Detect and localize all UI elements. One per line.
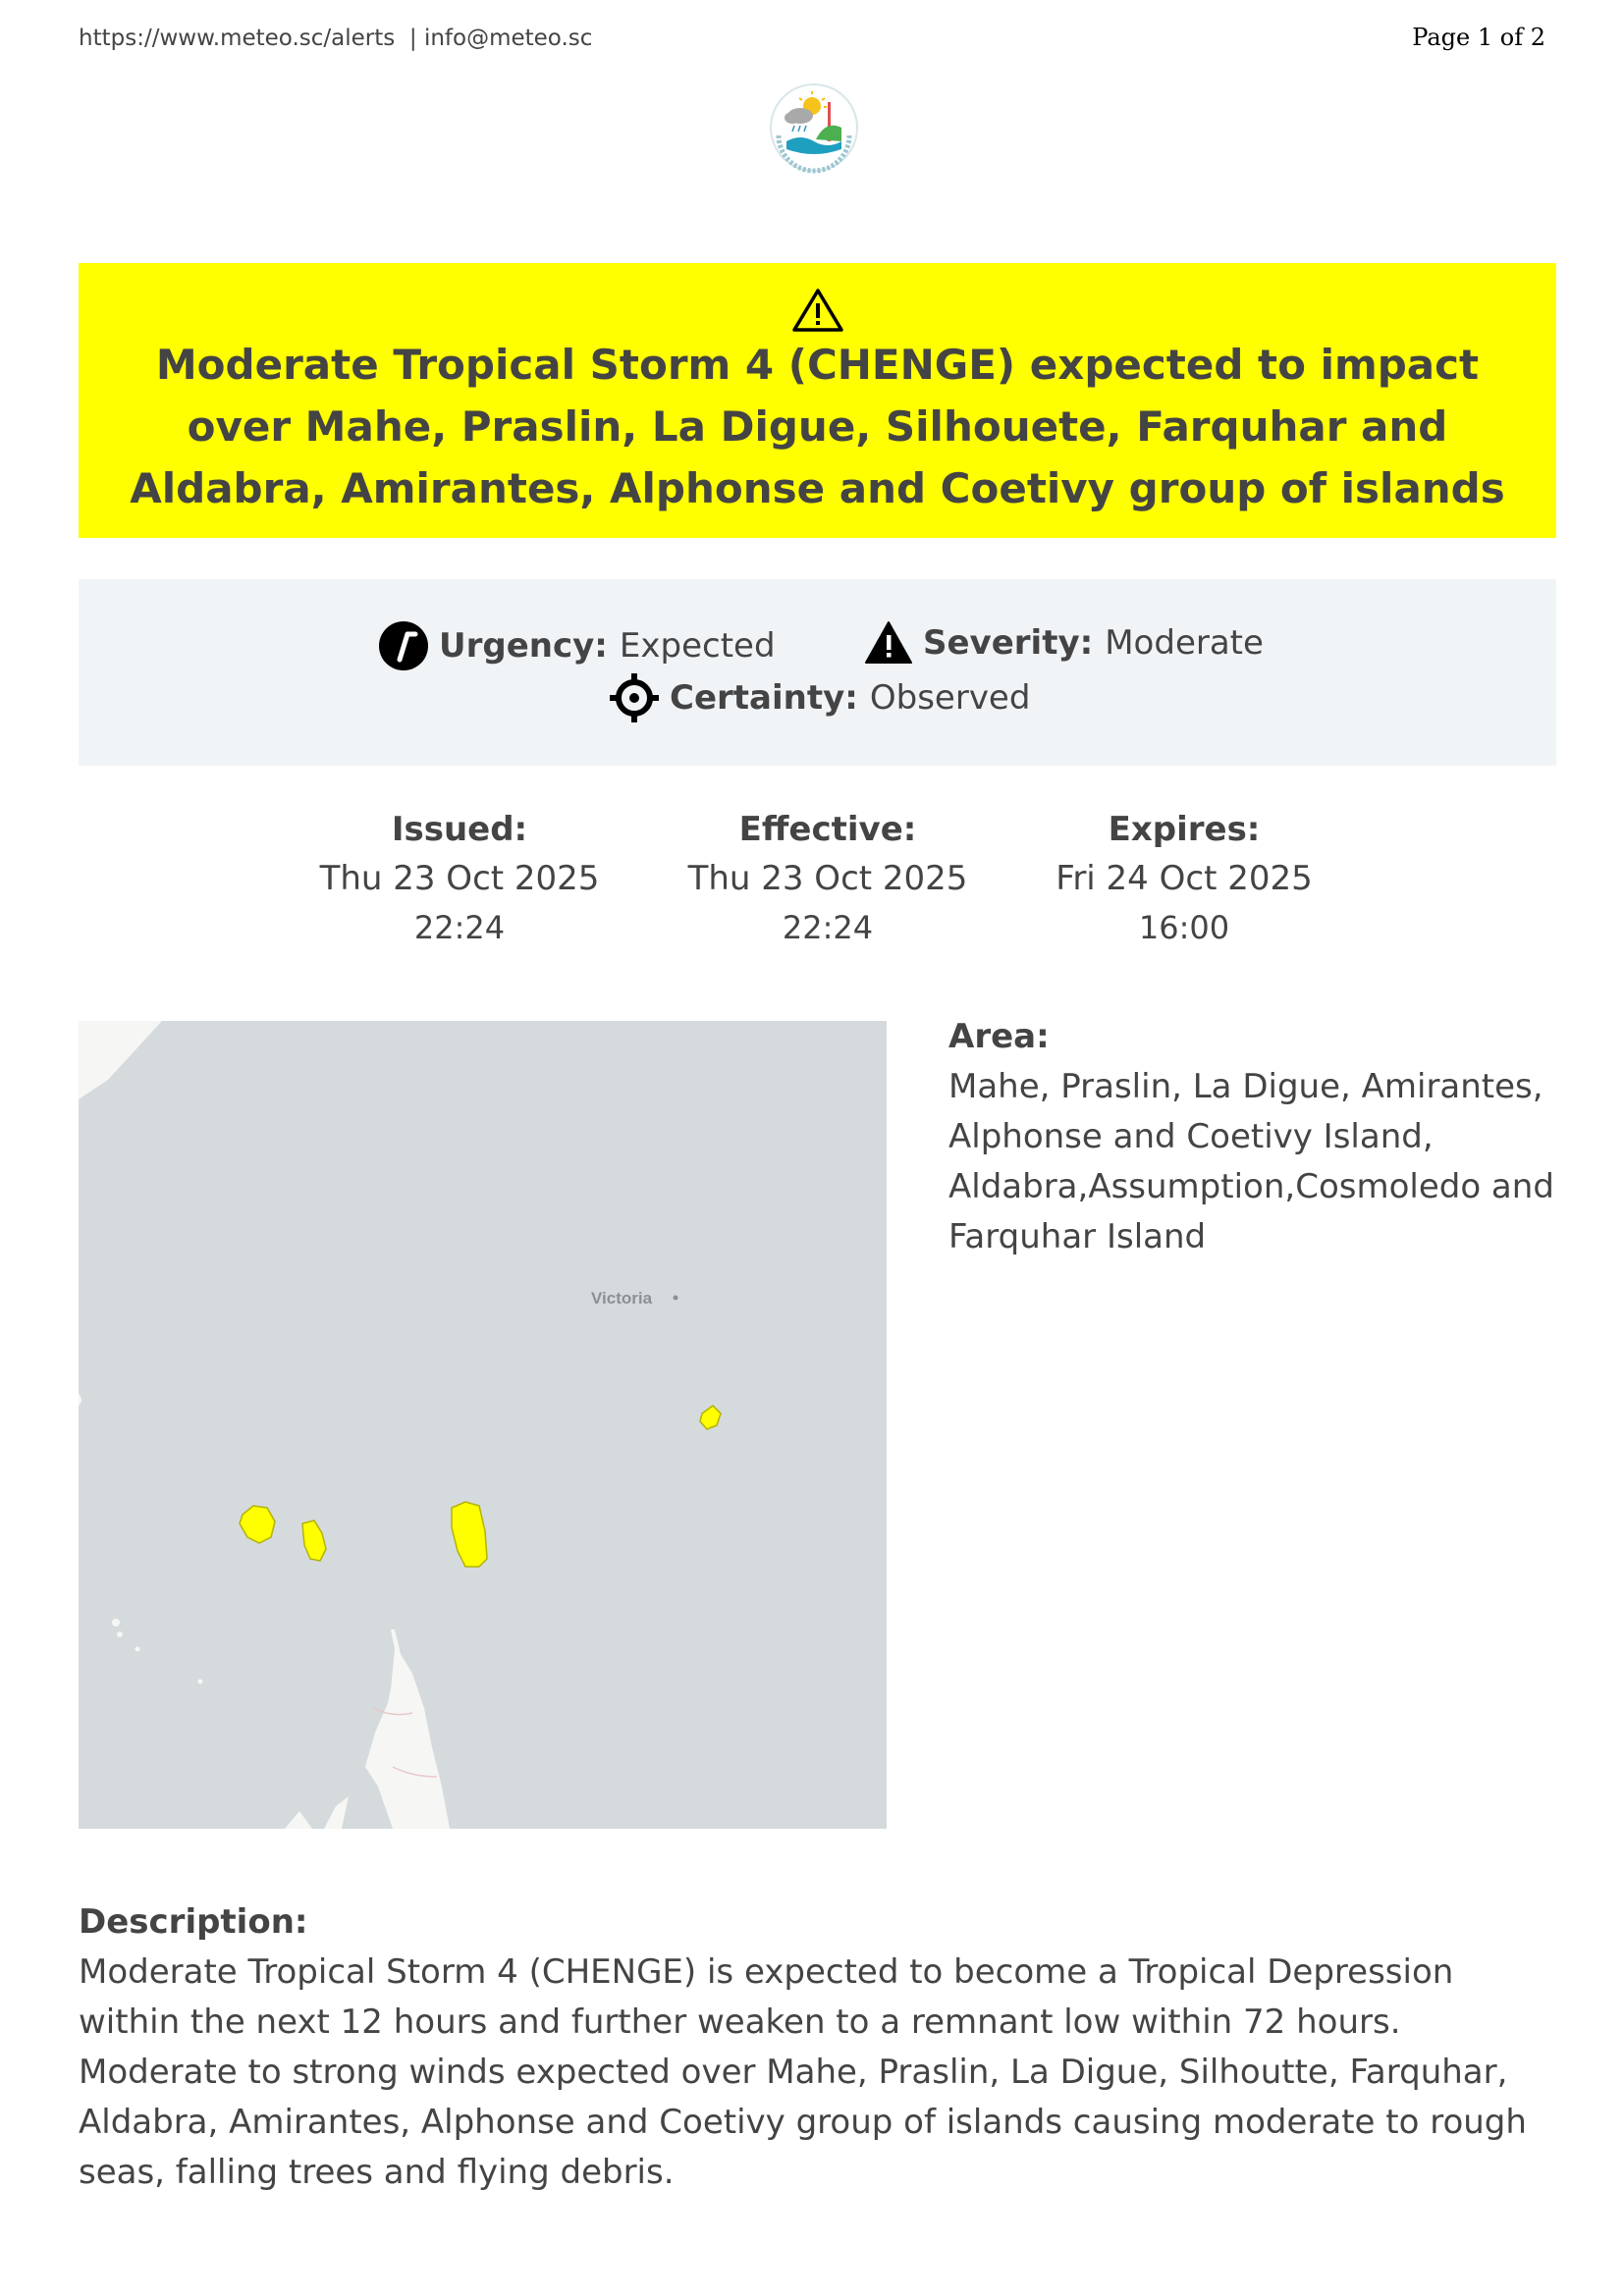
certainty-item <box>609 672 1030 723</box>
severity-value: Moderate <box>1105 623 1264 663</box>
map-islet <box>198 1680 203 1684</box>
area-label: Area: <box>948 1017 1050 1056</box>
effective-date: Thu 23 Oct 2025 <box>687 859 968 898</box>
certainty-label: Certainty: <box>670 678 858 718</box>
alert-title: Moderate Tropical Storm 4 (CHENGE) expected to impact over Mahe, Praslin, La Digue, Silhouete, Farquhar and Aldabra, Amirantes, Alphonse and Coetivy group of islands <box>130 341 1505 512</box>
effective-label: Effective: <box>738 810 917 849</box>
effective-time: 22:24 <box>782 909 874 946</box>
alert-area-map[interactable] <box>79 1021 887 1829</box>
description-text: Moderate Tropical Storm 4 (CHENGE) is expected to become a Tropical Depression within the next 12 hours and further weaken to a remnant low within 72 hours. Moderate to strong winds expected over Mahe, Praslin, La Digue, Silhoutte, Farquhar, Aldabra, Amirantes, Alphonse and Coetivy group of islands causing moderate to rough seas, falling trees and flying debris. <box>79 1952 1527 2192</box>
expires-date: Fri 24 Oct 2025 <box>1056 859 1313 898</box>
urgency-value: Expected <box>619 626 776 666</box>
severity-label: Severity: <box>923 623 1094 663</box>
map-islet <box>135 1647 140 1652</box>
issued-time: 22:24 <box>413 909 506 946</box>
expires-label: Expires: <box>1108 810 1261 849</box>
description-section <box>79 1896 1561 2198</box>
effective-column <box>651 805 1004 952</box>
expires-column <box>1007 805 1361 952</box>
severity-item <box>864 620 1264 666</box>
area-text: Mahe, Praslin, La Digue, Amirantes, Alphonse and Coetivy Island, Aldabra,Assumption,Cosmoledo and Farquhar Island <box>948 1067 1554 1256</box>
certainty-value: Observed <box>869 678 1031 718</box>
map-place-label-victoria: Victoria <box>591 1289 653 1308</box>
email-link[interactable]: info@meteo.sc <box>423 26 593 51</box>
clock-gauge-icon <box>378 620 429 671</box>
map-islet <box>117 1631 123 1637</box>
crosshair-target-icon <box>609 672 660 723</box>
page-number: Page 1 of 2 <box>1412 24 1545 51</box>
urgency-item <box>378 620 776 671</box>
map-place-dot-victoria <box>674 1296 678 1301</box>
alert-meta-box <box>79 579 1556 766</box>
seychelles-meteorological-authority-logo <box>767 80 861 175</box>
map-islet <box>112 1619 120 1627</box>
alert-banner <box>79 263 1556 538</box>
description-label: Description: <box>79 1902 308 1942</box>
warning-triangle-icon <box>791 287 844 334</box>
area-section <box>948 1011 1557 1262</box>
page-header-contact: https://www.meteo.sc/alerts | info@meteo.sc <box>79 26 593 51</box>
website-link[interactable]: https://www.meteo.sc/alerts <box>79 26 396 51</box>
expires-time: 16:00 <box>1138 909 1230 946</box>
warning-filled-icon <box>864 620 913 666</box>
issued-date: Thu 23 Oct 2025 <box>319 859 600 898</box>
map-ocean <box>79 1021 887 1829</box>
urgency-label: Urgency: <box>439 626 608 666</box>
issued-label: Issued: <box>391 810 528 849</box>
issued-column <box>283 805 636 952</box>
